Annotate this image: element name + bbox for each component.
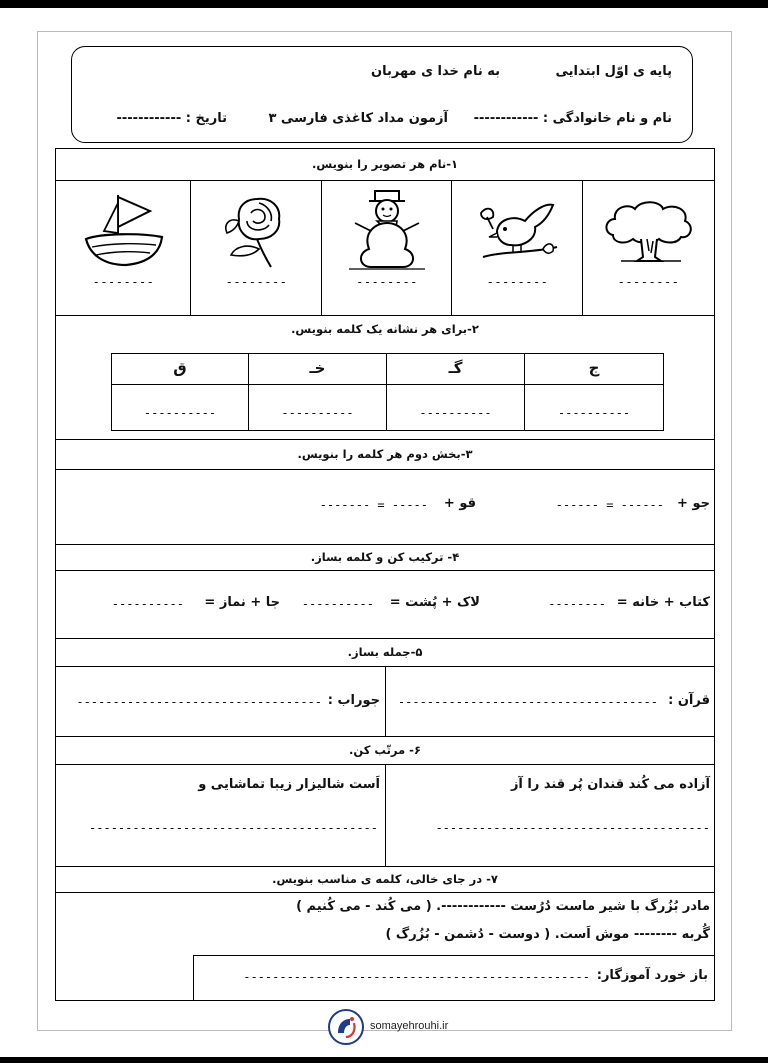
exam-sheet xyxy=(55,148,715,1001)
bottom-bar xyxy=(0,1057,768,1063)
q2-title: ۲-برای هر نشانه یک کلمه بنویس. xyxy=(291,322,479,336)
q7-items xyxy=(56,893,714,953)
q2-section xyxy=(56,316,714,440)
q5-title: ۵-جمله بساز. xyxy=(56,639,714,667)
q5-items-row xyxy=(56,667,714,737)
picture-blank[interactable]: -------- xyxy=(617,275,680,289)
q1-pictures-row xyxy=(56,181,714,316)
letter-blank[interactable]: ---------- xyxy=(281,406,354,420)
exam-title: آزمون مداد کاغذی فارسی ۳ xyxy=(268,111,448,126)
rose-icon xyxy=(217,191,297,271)
letter-blank[interactable]: ---------- xyxy=(143,406,217,420)
feedback-box xyxy=(193,955,715,1001)
q6-words2: اَست شالیزار زیبا تماشایی و xyxy=(198,777,380,792)
q4-item2-blank[interactable]: ---------- xyxy=(301,597,374,611)
site-logo-icon xyxy=(328,1009,364,1045)
letter-label: ق xyxy=(112,354,248,385)
q3-title: ۳-بخش دوم هر کلمه را بنویس. xyxy=(56,440,714,470)
picture-cell-tree xyxy=(583,181,714,315)
q3-item1-word: جو + xyxy=(677,496,710,511)
q4-item1-expr: کتاب + خانه = xyxy=(616,595,710,610)
q3-items-row xyxy=(56,470,714,545)
date-field[interactable]: تاریخ : ------------ xyxy=(116,111,227,126)
letter-cell xyxy=(112,354,248,430)
letter-label: خـ xyxy=(249,354,386,385)
picture-cell-rose xyxy=(191,181,322,315)
q6-items-row xyxy=(56,765,714,867)
q3-item2-blank[interactable]: ----- = ------- xyxy=(319,498,428,512)
q4-items-row xyxy=(56,571,714,639)
basmala: به نام خدا ی مهربان xyxy=(371,64,500,79)
q4-title: ۴- ترکیب کن و کلمه بساز. xyxy=(56,545,714,571)
picture-cell-bird xyxy=(452,181,583,315)
q1-title: ۱-نام هر تصویر را بنویس. xyxy=(56,149,714,181)
q6-words1: آزاده می کُند قندان پُر قند را آز xyxy=(510,777,710,792)
bird-icon xyxy=(473,195,563,267)
q4-item3-blank[interactable]: ---------- xyxy=(111,597,184,611)
picture-blank[interactable]: -------- xyxy=(92,275,155,289)
top-bar xyxy=(0,0,768,8)
picture-blank[interactable]: -------- xyxy=(225,275,288,289)
q6-blank1[interactable]: -------------------------------------- xyxy=(435,821,710,835)
q5-blank1[interactable]: ------------------------------------ xyxy=(397,695,658,709)
picture-cell-boat xyxy=(56,181,191,315)
header-box xyxy=(71,46,693,143)
boat-icon xyxy=(82,191,166,271)
picture-blank[interactable]: -------- xyxy=(356,275,418,289)
site-url[interactable]: somayehrouhi.ir xyxy=(370,1020,449,1032)
tree-icon xyxy=(601,195,697,265)
feedback-label: باز خورد آموزگار: xyxy=(596,968,708,983)
letter-label: ج xyxy=(525,354,663,385)
letter-cell xyxy=(249,354,386,430)
picture-blank[interactable]: -------- xyxy=(486,275,549,289)
q4-item2-expr: لاک + پُشت = xyxy=(389,595,480,610)
q5-blank2[interactable]: ---------------------------------- xyxy=(76,695,322,709)
q7-sentence1[interactable]: مادر بُزُرگ با شیر ماست دُرُست ------------. ( می کُند - می کُنیم ) xyxy=(296,899,710,914)
q3-item2-word: قو + xyxy=(443,496,476,511)
q3-item1-blank[interactable]: ------ = ------ xyxy=(555,498,664,512)
q6-blank2[interactable]: ---------------------------------------- xyxy=(89,821,378,835)
q5-word1: قرآن : xyxy=(668,693,710,708)
letter-cell xyxy=(387,354,524,430)
q6-title: ۶- مرتّب کن. xyxy=(56,737,714,765)
feedback-blank[interactable]: ------------------------------------------------ xyxy=(243,970,590,984)
snowman-icon xyxy=(345,187,429,271)
name-field[interactable]: نام و نام خانوادگی : ------------ xyxy=(473,111,672,126)
q4-item1-blank[interactable]: -------- xyxy=(548,597,606,611)
picture-cell-snowman xyxy=(322,181,452,315)
letter-blank[interactable]: ---------- xyxy=(557,406,631,420)
letter-label: گـ xyxy=(387,354,524,385)
q7-sentence2[interactable]: گُربه -------- موش اَست. ( دوست - دُشمن - بُزُرگ ) xyxy=(385,927,710,942)
grade-label: پایه ی اوّل ابتدایی xyxy=(555,64,672,79)
q4-item3-expr: جا + نماز = xyxy=(204,595,280,610)
letter-cell xyxy=(525,354,663,430)
q5-word2: جوراب : xyxy=(327,693,380,708)
q7-title: ۷- در جای خالی، کلمه ی مناسب بنویس. xyxy=(56,867,714,893)
letter-blank[interactable]: ---------- xyxy=(419,406,492,420)
letters-table xyxy=(111,353,664,431)
